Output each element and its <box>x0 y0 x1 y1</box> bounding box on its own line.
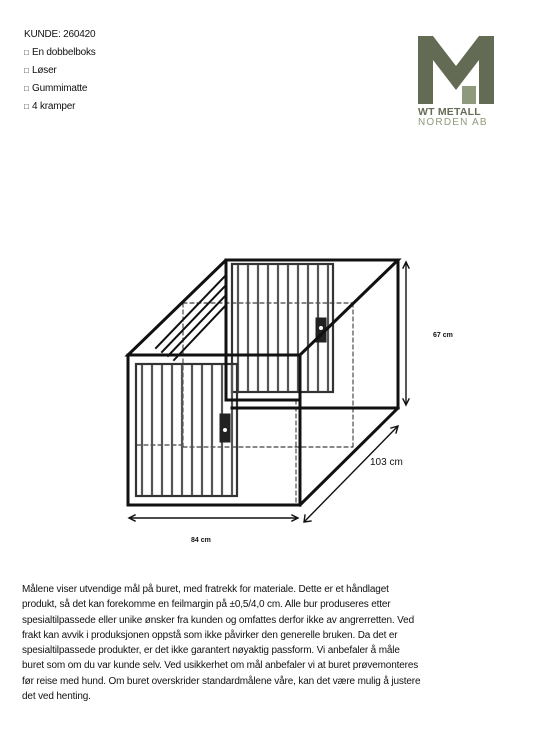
item-label: 4 kramper <box>32 101 76 112</box>
front-door <box>136 364 237 496</box>
depth-label: 103 cm <box>370 457 403 468</box>
customer-number: KUNDE: 260420 <box>24 29 96 40</box>
checkbox-icon: □ <box>24 66 29 75</box>
back-door <box>232 264 333 392</box>
width-label: 84 cm <box>191 537 211 544</box>
checkbox-icon: □ <box>24 84 29 93</box>
item-label: Løser <box>32 65 57 76</box>
checkbox-icon: □ <box>24 102 29 111</box>
checkbox-icon: □ <box>24 48 29 57</box>
item-label: En dobbelboks <box>32 47 96 58</box>
item-label: Gummimatte <box>32 83 88 94</box>
logo-name: WT METALL <box>418 106 481 118</box>
logo-subtitle: NORDEN AB <box>418 117 488 128</box>
height-label: 67 cm <box>433 332 453 339</box>
disclaimer-text: Målene viser utvendige mål på buret, med fratrekk for materiale. Dette er et håndlaget produkt, så det kan forekomme en feilmargin på ±0,5/4,0 cm. Alle bur produseres etter spesialtilpassede eller unike ønsker fra kunden og omfattes derfor ikke av angrerretten. Ved frakt kan avvik i produksjonen oppstå som ikke påvirker den generelle bruken. Da det er spesialtilpassede produkter, er det ikke garantert nøyaktig passform. Vi anbefaler å måle buret som om du var kunde selv. Ved usikkerhet om mål anbefaler vi at buret prøvemonteres før reise med hund. Om buret overskrider standardmålene våre, kan det være mulig å justere det ved henting. <box>22 584 421 703</box>
